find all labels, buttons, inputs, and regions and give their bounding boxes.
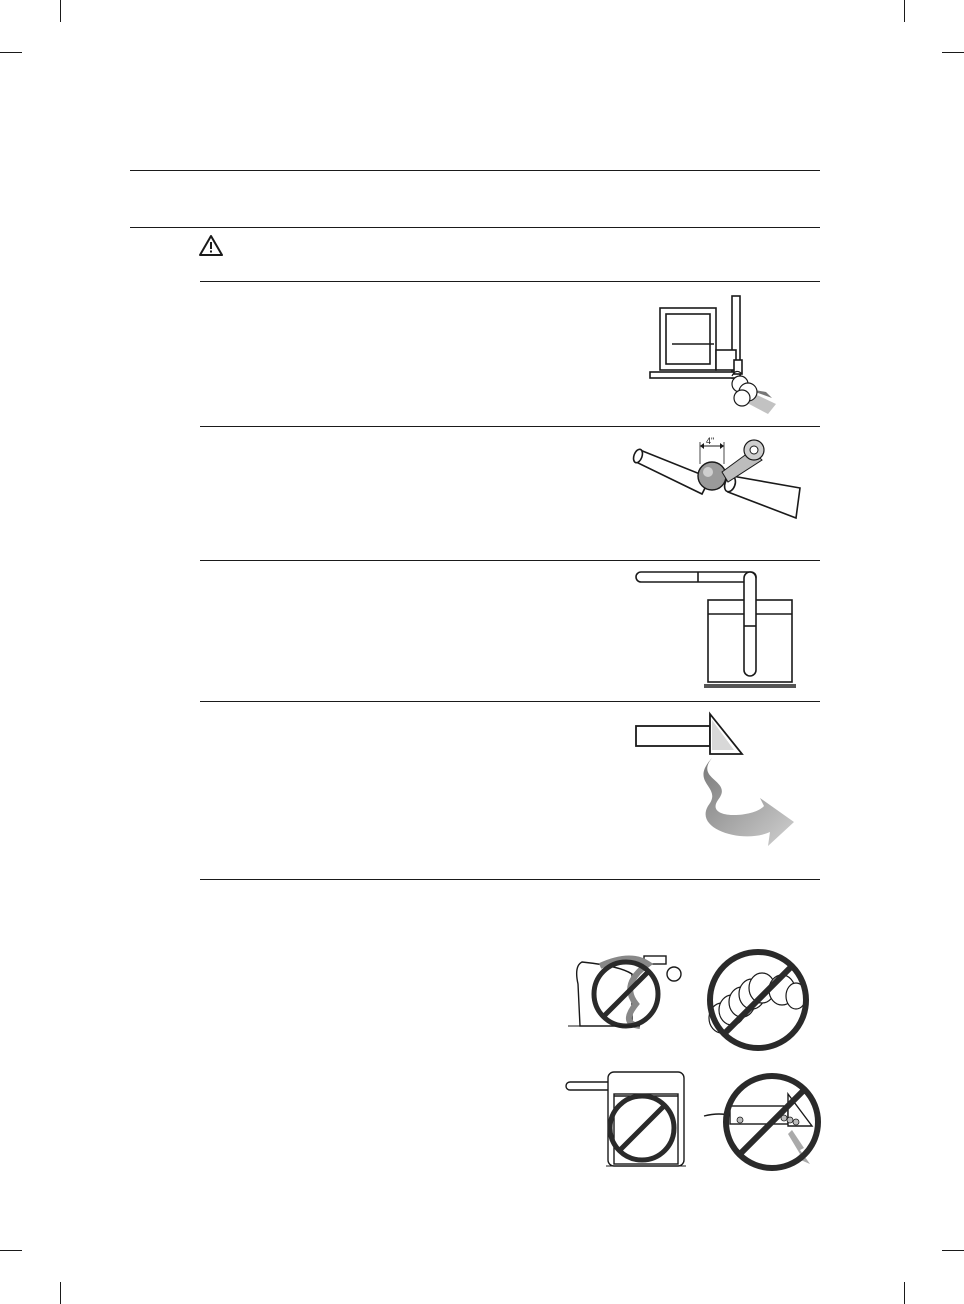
crop-mark <box>60 0 61 22</box>
dryer-exhaust-connection-illustration <box>648 292 784 416</box>
section-divider <box>200 560 820 561</box>
crop-mark <box>0 52 22 53</box>
duct-measure-label: 4" <box>706 436 715 446</box>
crop-mark <box>60 1282 61 1304</box>
crop-mark <box>904 0 905 22</box>
crop-mark <box>942 52 964 53</box>
caution-triangle-icon <box>198 234 224 258</box>
duct-run-behind-dryer-illustration <box>634 568 800 692</box>
crop-mark <box>904 1282 905 1304</box>
crop-mark <box>0 1250 22 1251</box>
section-divider <box>200 426 820 427</box>
header-bottom-rule <box>130 227 820 228</box>
exhaust-hood-airflow-illustration <box>634 710 804 850</box>
duct-tape-joint-illustration <box>632 432 802 528</box>
section-divider <box>200 701 820 702</box>
prohibited-installations-illustration <box>560 944 822 1170</box>
section-divider <box>200 879 820 880</box>
crop-mark <box>942 1250 964 1251</box>
header-top-rule <box>130 170 820 171</box>
section-divider <box>200 281 820 282</box>
